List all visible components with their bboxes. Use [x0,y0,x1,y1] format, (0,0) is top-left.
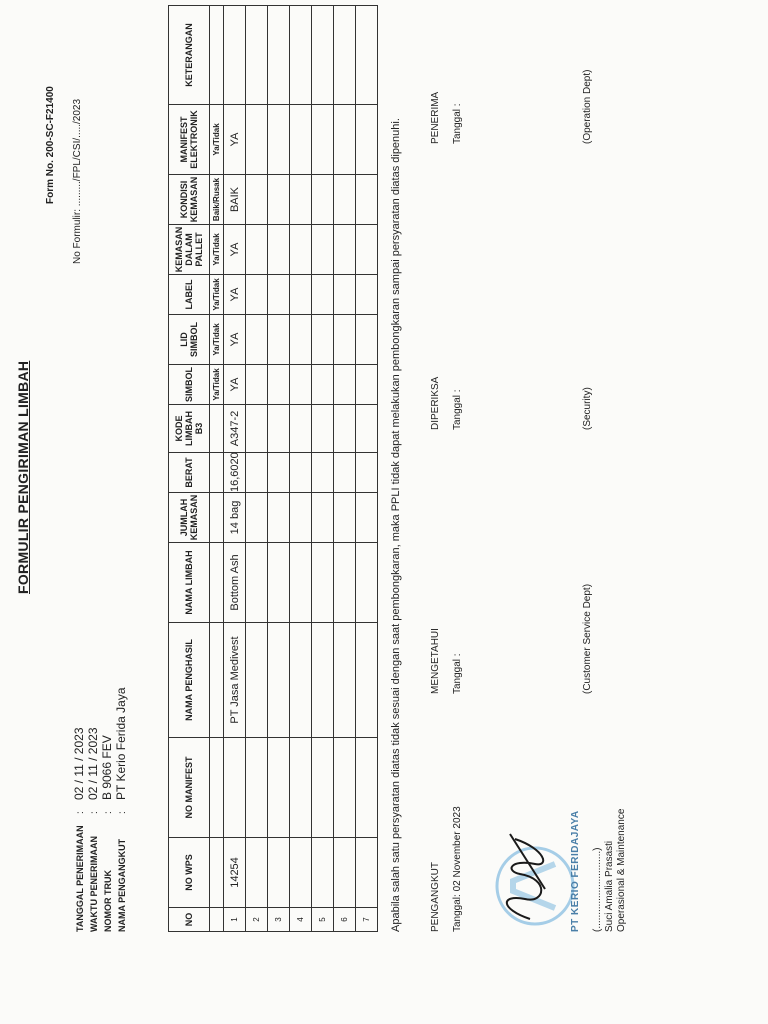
table-cell [246,405,268,453]
table-cell: PT Jasa Medivest [224,623,246,738]
column-header: NO WPS [169,838,210,908]
table-cell [356,453,378,493]
table-cell [290,838,312,908]
column-header: MANIFEST ELEKTRONIK [169,105,210,175]
table-cell [290,315,312,365]
table-cell [268,453,290,493]
form-number: Form No. 200-SC-F21400 [45,86,56,204]
header-value: B 9066 FEV [100,735,114,800]
signature-scribble [490,819,565,929]
table-cell [246,365,268,405]
form-title: FORMULIR PENGIRIMAN LIMBAH [15,360,31,594]
diperiksa-role: (Security) [582,387,593,430]
mengetahui-role: (Customer Service Dept) [582,583,593,694]
table-cell [312,315,334,365]
table-cell [290,365,312,405]
header-label: NAMA PENGANGKUT [117,838,127,932]
header-value: PT Kerio Ferida Jaya [114,687,128,800]
table-cell: YA [224,225,246,275]
table-cell [334,453,356,493]
penerima-role: (Operation Dept) [582,69,593,144]
table-cell [312,623,334,738]
table-cell [246,543,268,623]
table-cell [246,225,268,275]
table-cell [246,623,268,738]
table-cell: 16,6020 [224,453,246,493]
table-cell [246,315,268,365]
table-cell [268,623,290,738]
header-row-waktu: WAKTU PENERIMAAN:02 / 11 / 2023 [86,727,100,932]
table-subheader-row [210,6,224,932]
column-subheader [210,908,224,932]
table-cell [356,175,378,225]
column-header: KODE LIMBAH B3 [169,405,210,453]
table-cell [268,365,290,405]
table-cell [312,405,334,453]
header-row-tanggal: TANGGAL PENERIMAAN:02 / 11 / 2023 [72,727,86,932]
column-header: SIMBOL [169,365,210,405]
mengetahui-date: Tanggal : [452,653,463,694]
table-cell [246,453,268,493]
table-cell [290,275,312,315]
table-cell [334,175,356,225]
table-cell [356,738,378,838]
pengangkut-company: PT KERIO FERIDAJAYA [570,810,581,932]
column-header: KEMASAN DALAM PALLET [169,225,210,275]
column-subheader [210,453,224,493]
table-cell [290,493,312,543]
column-subheader: Ya/Tidak [210,225,224,275]
table-cell [268,738,290,838]
table-row [224,6,246,932]
pengangkut-title: PENGANGKUT [430,861,441,932]
table-cell [356,365,378,405]
header-value: 02 / 11 / 2023 [72,727,86,800]
column-subheader [210,6,224,105]
waste-table [168,5,378,932]
table-cell [356,105,378,175]
table-cell [334,838,356,908]
table-cell [356,225,378,275]
penerima-title: PENERIMA [430,91,441,144]
table-cell [290,105,312,175]
table-cell: YA [224,365,246,405]
column-subheader: Ya/Tidak [210,365,224,405]
table-cell [224,738,246,838]
table-row [246,6,268,932]
table-cell [246,175,268,225]
table-cell [312,105,334,175]
table-cell [312,838,334,908]
table-row [356,6,378,932]
column-subheader [210,738,224,838]
table-cell [268,315,290,365]
table-cell [334,365,356,405]
table-cell [268,493,290,543]
table-cell [334,105,356,175]
table-cell: 7 [356,908,378,932]
table-cell [268,543,290,623]
table-cell [268,175,290,225]
table-cell [356,543,378,623]
table-cell [268,405,290,453]
table-cell [356,275,378,315]
table-cell [224,6,246,105]
table-cell [290,6,312,105]
table-cell [334,738,356,838]
table-cell [246,838,268,908]
column-header: LID SIMBOL [169,315,210,365]
column-subheader [210,543,224,623]
table-cell [290,543,312,623]
table-cell: Bottom Ash [224,543,246,623]
table-cell: 6 [334,908,356,932]
column-header: NO [169,908,210,932]
table-cell [356,623,378,738]
header-row-truk: NOMOR TRUK:B 9066 FEV [100,735,114,932]
table-cell [334,6,356,105]
column-header: BERAT [169,453,210,493]
table-row [312,6,334,932]
table-cell [312,453,334,493]
no-formulir: No Formulir: ........./FPL/CSI/...../2023 [72,98,83,264]
table-cell [356,6,378,105]
table-cell: BAIK [224,175,246,225]
table-cell [334,623,356,738]
header-label: WAKTU PENERIMAAN [89,836,99,932]
table-cell: 4 [290,908,312,932]
pengangkut-name-blank: (............................) [592,847,603,932]
table-header-row [169,6,210,932]
table-cell: 14 bag [224,493,246,543]
column-header: NAMA PENGHASIL [169,623,210,738]
table-cell [356,405,378,453]
table-cell [246,738,268,838]
pengangkut-name: Suci Amalia Prasasti [604,840,615,932]
column-subheader [210,493,224,543]
pengangkut-position: Operasional & Maintenance [616,808,627,932]
table-cell [268,6,290,105]
diperiksa-title: DIPERIKSA [430,376,441,430]
table-cell [334,493,356,543]
table-cell [334,315,356,365]
table-cell [290,405,312,453]
column-header: NAMA LIMBAH [169,543,210,623]
table-cell [246,6,268,105]
table-cell [312,738,334,838]
table-row [268,6,290,932]
table-cell [268,275,290,315]
table-cell [268,838,290,908]
column-header: JUMLAH KEMASAN [169,493,210,543]
table-cell [356,838,378,908]
column-header: NO MANIFEST [169,738,210,838]
table-cell [290,453,312,493]
header-label: NOMOR TRUK [103,870,113,932]
table-cell: 1 [224,908,246,932]
diperiksa-date: Tanggal : [452,389,463,430]
table-cell: 5 [312,908,334,932]
table-cell [334,225,356,275]
mengetahui-title: MENGETAHUI [430,628,441,694]
table-cell [268,105,290,175]
table-cell: YA [224,105,246,175]
column-subheader: Ya/Tidak [210,105,224,175]
table-row [334,6,356,932]
table-cell [312,6,334,105]
table-cell: A347-2 [224,405,246,453]
column-subheader: Ya/Tidak [210,315,224,365]
table-cell [246,493,268,543]
table-cell: 14254 [224,838,246,908]
table-cell: YA [224,275,246,315]
column-subheader: Baik/Rusak [210,175,224,225]
column-subheader: Ya/Tidak [210,275,224,315]
pengangkut-date: Tanggal: 02 November 2023 [452,806,463,932]
table-cell [312,543,334,623]
header-value: 02 / 11 / 2023 [86,727,100,800]
table-cell [290,623,312,738]
table-cell: 3 [268,908,290,932]
column-subheader [210,838,224,908]
table-cell [268,225,290,275]
requirements-note: Apabila salah satu persyaratan diatas tidak sesuai dengan saat pembongkaran, maka PPLI tidak dapat melakukan pembongkaran sampai persyaratan diatas dipenuhi. [390,118,402,932]
table-cell [334,275,356,315]
table-cell [246,275,268,315]
column-header: KETERANGAN [169,6,210,105]
table-cell [356,315,378,365]
table-cell [334,543,356,623]
table-cell: 2 [246,908,268,932]
table-cell [312,275,334,315]
table-cell [246,105,268,175]
column-header: KONDISI KEMASAN [169,175,210,225]
table-cell [356,493,378,543]
header-row-pengangkut: NAMA PENGANGKUT:PT Kerio Ferida Jaya [114,687,128,932]
table-cell: YA [224,315,246,365]
table-cell [290,175,312,225]
table-row [290,6,312,932]
penerima-date: Tanggal : [452,103,463,144]
column-subheader [210,405,224,453]
table-cell [312,175,334,225]
table-cell [312,225,334,275]
column-subheader [210,623,224,738]
table-cell [312,365,334,405]
table-cell [290,738,312,838]
table-cell [290,225,312,275]
header-label: TANGGAL PENERIMAAN [75,825,85,932]
column-header: LABEL [169,275,210,315]
table-cell [334,405,356,453]
table-cell [312,493,334,543]
